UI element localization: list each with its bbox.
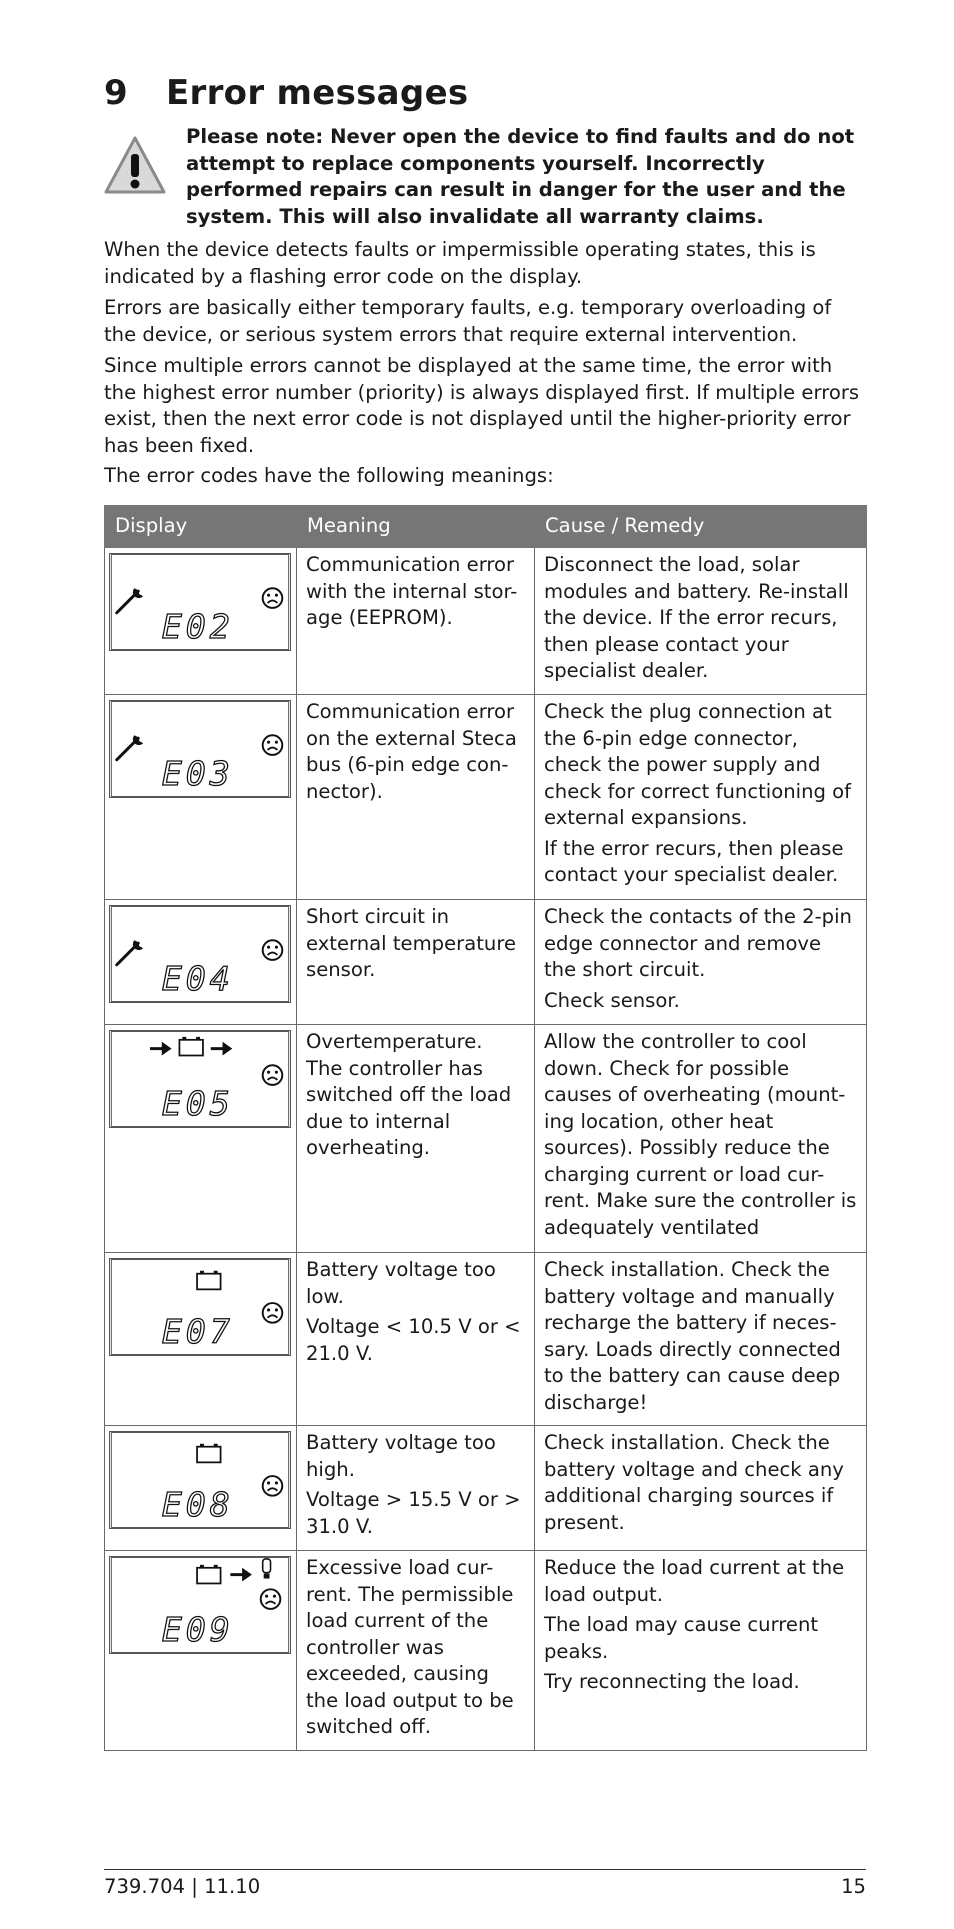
remedy-cell <box>535 548 867 695</box>
display-cell <box>105 900 297 1025</box>
display-cell <box>105 1253 297 1426</box>
meaning-text: Overtemperature. The controller has switched off the load due to internal overheating. <box>306 1030 512 1159</box>
table-row <box>105 900 867 1025</box>
remedy-cell <box>535 695 867 900</box>
meaning-cell <box>297 695 535 900</box>
footer-page-number: 15 <box>841 1875 866 1898</box>
intro-paragraph-3: Since multiple errors cannot be displayed at the same time, the error with the highest error number (priority) is always displayed first. If multiple errors exist, then the next error code is not displayed until the higher-priority error has been fixed. <box>104 354 860 457</box>
warning-icon <box>102 134 168 200</box>
remedy-cell <box>535 1426 867 1551</box>
display-cell <box>105 1025 297 1253</box>
intro-paragraph-4: The error codes have the following meanings: <box>104 464 554 487</box>
remedy-cell <box>535 1551 867 1751</box>
intro-paragraph-1: When the device detects faults or impermissible operating states, this is indicated by a flashing error code on the display. <box>104 238 816 288</box>
table-row <box>105 548 867 695</box>
meaning-text: Short circuit in external temperature sensor. <box>306 905 517 981</box>
remedy-text: Check installation. Check the battery voltage and manually recharge the battery if neces-sary. Loads directly connected to the battery can cause deep discharge! <box>544 1258 841 1414</box>
meaning-cell <box>297 1426 535 1551</box>
meaning-text: Battery voltage too high. <box>306 1431 496 1481</box>
lcd-display <box>109 1258 291 1356</box>
remedy-text: Reduce the load current at the load output. <box>544 1556 845 1606</box>
error-code: E04 <box>161 959 234 999</box>
error-code: E09 <box>161 1610 234 1650</box>
display-cell <box>105 695 297 900</box>
footer-divider <box>104 1869 866 1870</box>
display-cell <box>105 1426 297 1551</box>
remedy-text: The load may cause current peaks. <box>544 1613 819 1663</box>
table-row <box>105 1426 867 1551</box>
error-code: E07 <box>161 1312 234 1352</box>
remedy-text: Disconnect the load, solar modules and battery. Re-install the device. If the error recurs, then please contact your specialist dealer. <box>544 553 849 682</box>
section-title <box>104 73 468 113</box>
table-row <box>105 695 867 900</box>
remedy-cell <box>535 1025 867 1253</box>
remedy-text: Try reconnecting the load. <box>544 1670 800 1693</box>
lcd-display <box>109 553 291 651</box>
intro-paragraph-2: Errors are basically either temporary faults, e.g. temporary overloading of the device, or serious system errors that require external intervention. <box>104 296 832 346</box>
remedy-text: If the error recurs, then please contact your specialist dealer. <box>544 836 844 886</box>
section-number: 9 <box>104 73 128 113</box>
meaning-text: Voltage < 10.5 V or < 21.0 V. <box>306 1315 521 1365</box>
lcd-display <box>109 905 291 1003</box>
error-code: E03 <box>161 754 234 794</box>
remedy-text: Check installation. Check the battery voltage and check any additional charging sources if present. <box>544 1431 844 1534</box>
lcd-display <box>109 1431 291 1529</box>
header-display: Display <box>105 506 297 548</box>
meaning-text: Voltage > 15.5 V or > 31.0 V. <box>306 1488 521 1538</box>
meaning-text: Communication error on the external Steca bus (6-pin edge con-nector). <box>306 700 517 803</box>
safety-note: Please note: Never open the device to find faults and do not attempt to replace components yourself. Incorrectly performed repairs can result in danger for the user and the system. This will also invalidate all warranty claims. <box>186 125 855 228</box>
meaning-cell <box>297 1253 535 1426</box>
meaning-cell <box>297 1551 535 1751</box>
display-cell <box>105 548 297 695</box>
section-title-text: Error messages <box>166 73 469 113</box>
error-codes-table <box>104 505 867 1751</box>
meaning-text: Excessive load cur-rent. The permissible load current of the controller was exceeded, causing the load output to be switched off. <box>306 1556 514 1738</box>
error-code: E08 <box>161 1485 234 1525</box>
meaning-text: Communication error with the internal stor-age (EEPROM). <box>306 553 518 629</box>
display-cell <box>105 1551 297 1751</box>
remedy-text: Check sensor. <box>544 988 680 1012</box>
footer-doc-ref: 739.704 | 11.10 <box>104 1875 261 1898</box>
table-row <box>105 1551 867 1751</box>
header-cause-remedy: Cause / Remedy <box>535 506 867 548</box>
lcd-display <box>109 700 291 798</box>
meaning-text: Battery voltage too low. <box>306 1258 496 1308</box>
meaning-cell <box>297 900 535 1025</box>
table-row <box>105 1253 867 1426</box>
lcd-display <box>109 1556 291 1654</box>
remedy-text: Check the contacts of the 2-pin edge connector and remove the short circuit. <box>544 905 852 981</box>
table-header-row <box>105 506 867 548</box>
header-meaning: Meaning <box>297 506 535 548</box>
remedy-cell <box>535 900 867 1025</box>
error-code: E05 <box>161 1084 234 1124</box>
remedy-cell <box>535 1253 867 1426</box>
lcd-display <box>109 1030 291 1128</box>
meaning-cell <box>297 1025 535 1253</box>
table-row <box>105 1025 867 1253</box>
remedy-text: Allow the controller to cool down. Check for possible causes of overheating (mount-ing location, other heat sources). Possibly reduce the charging current or load cur-rent. Make sure the controller is adequately ventilated <box>544 1030 857 1239</box>
error-code: E02 <box>161 607 234 647</box>
remedy-text: Check the plug connection at the 6-pin edge connector, check the power supply and check for correct functioning of external expansions. <box>544 700 852 829</box>
meaning-cell <box>297 548 535 695</box>
